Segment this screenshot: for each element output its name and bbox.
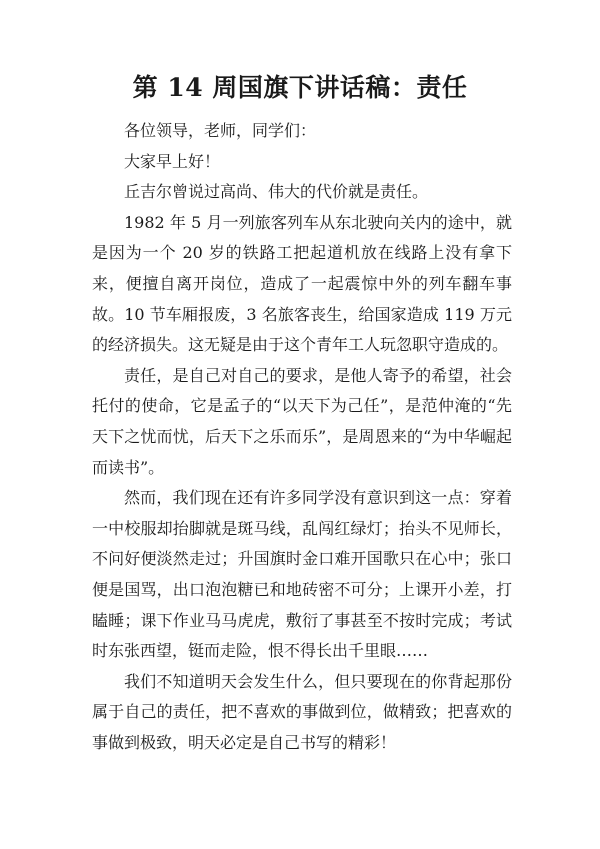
page-title: 第 14 周国旗下讲话稿：责任: [132, 73, 468, 102]
quote-paragraph: 丘吉尔曾说过高尚、伟大的代价就是责任。: [124, 182, 429, 202]
salutation-paragraph: 各位领导，老师，同学们：: [124, 121, 317, 140]
definition-paragraph: 责任，是自己对自己的要求，是他人寄予的希望，社会托付的使命，它是孟子的“以天下为己任”，是范仲淹的“先天下之忧而忧，后天下之乐而乐”，是周恩来的“为中华崛起而读书”。: [92, 365, 512, 477]
closing-paragraph: 我们不知道明天会发生什么，但只要现在的你背起那份属于自己的责任，把不喜欢的事做到位，做精致；把喜欢的事做到极致，明天必定是自己书写的精彩！: [92, 671, 512, 752]
document-body: [92, 116, 512, 758]
story-paragraph: 1982 年 5 月一列旅客列车从东北驶向关内的途中，就是因为一个 20 岁的铁路工把起道机放在线路上没有拿下来，便擅自离开岗位，造成了一起震惊中外的列车翻车事故。10 节车厢报废，3 名旅客丧生，给国家造成 119 万元的经济损失。这无疑是由于这个青年工人玩忽职守造成的。: [92, 212, 512, 355]
problems-paragraph: 然而，我们现在还有许多同学没有意识到这一点：穿着一中校服却抬脚就是斑马线，乱闯红绿灯；抬头不见师长，不问好便淡然走过；升国旗时金口难开国歌只在心中；张口便是国骂，出口泡泡糖已和地砖密不可分；上课开小差，打瞌睡；课下作业马马虎虎，敷衍了事甚至不按时完成；考试时东张西望，铤而走险，恨不得长出千里眼……: [92, 488, 512, 661]
greeting-paragraph: 大家早上好！: [124, 151, 221, 171]
